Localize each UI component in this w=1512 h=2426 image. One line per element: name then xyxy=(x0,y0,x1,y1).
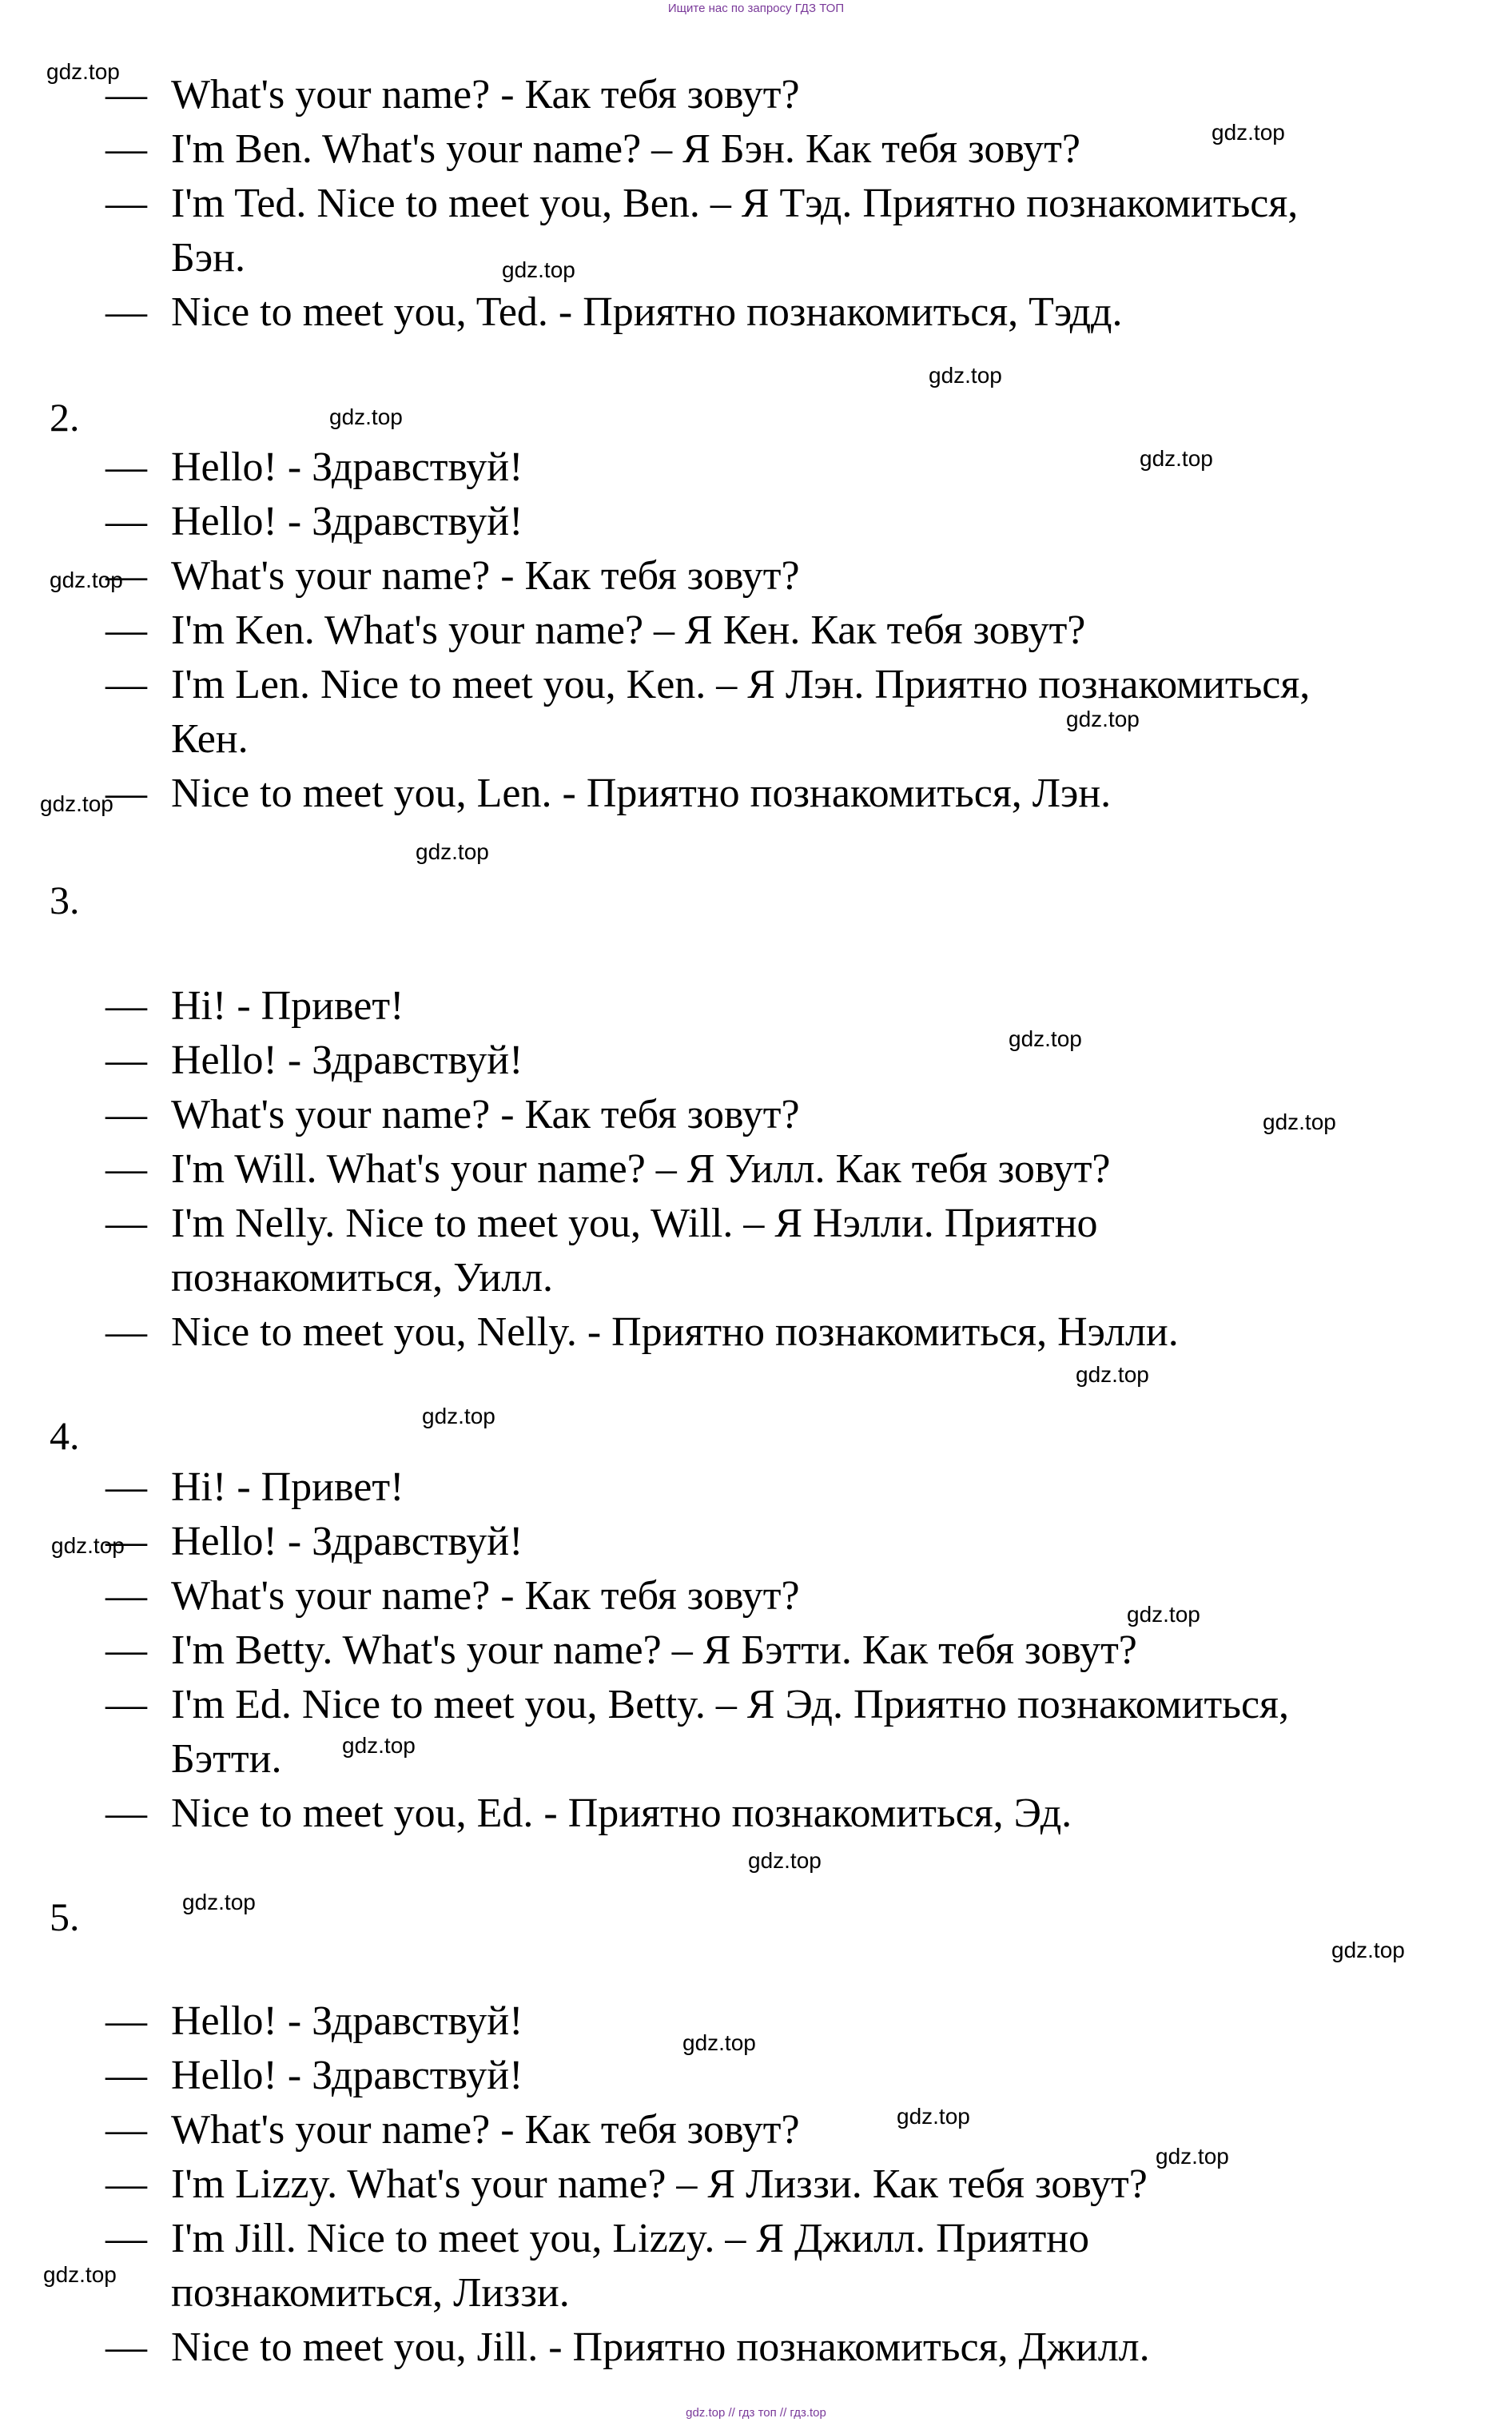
dash: — xyxy=(105,72,147,118)
watermark: gdz.top xyxy=(329,404,403,429)
dash: — xyxy=(105,2216,147,2261)
watermark: gdz.top xyxy=(51,1533,125,1558)
watermark: gdz.top xyxy=(1066,707,1140,731)
watermark: gdz.top xyxy=(40,791,113,816)
dash: — xyxy=(105,1627,147,1673)
watermark: gdz.top xyxy=(748,1848,822,1873)
watermark: gdz.top xyxy=(342,1733,416,1758)
dash: — xyxy=(105,983,147,1029)
watermark: gdz.top xyxy=(43,2262,117,2287)
dash: — xyxy=(105,499,147,544)
watermark: gdz.top xyxy=(422,1404,495,1428)
dash: — xyxy=(105,2161,147,2207)
dash: — xyxy=(105,1682,147,1727)
section-number: 3. xyxy=(50,878,80,922)
dash: — xyxy=(105,1519,147,1564)
watermark: gdz.top xyxy=(1076,1362,1149,1387)
watermark: gdz.top xyxy=(50,568,123,592)
watermark: gdz.top xyxy=(46,59,120,84)
dash: — xyxy=(105,2324,147,2370)
dash: — xyxy=(105,662,147,707)
watermark: gdz.top xyxy=(1009,1026,1082,1051)
watermark: gdz.top xyxy=(1263,1109,1336,1134)
dash: — xyxy=(105,444,147,490)
watermark: gdz.top xyxy=(1156,2144,1229,2169)
dash: — xyxy=(105,181,147,226)
watermark: gdz.top xyxy=(1140,446,1213,471)
watermark: gdz.top xyxy=(897,2104,970,2129)
dash: — xyxy=(105,2107,147,2153)
watermark: gdz.top xyxy=(502,257,575,282)
top-banner: Ищите нас по запросу ГДЗ ТОП xyxy=(667,2,845,15)
section-number: 4. xyxy=(50,1413,80,1458)
section-number: 2. xyxy=(50,395,80,440)
watermark: gdz.top xyxy=(1212,120,1285,145)
document-page: Ищите нас по запросу ГДЗ ТОП — What's your name? - Как тебя зовут? — I'm Ben. What's your name? – Я Бэн. Как тебя зовут? — I'm Ted. Nice to meet you, Ben. – Я Тэд. Приятно познакомиться, Бэн. — Nice to meet you, Ted. - Приятно познакомиться, Тэдд. 2. — Hello! - Здравствуй! — Hello! - Здравствуй! — What's your name? - Как тебя зовут? — I'm Ken. What's your name? – Я Кен. Как тебя зовут? — I'm Len. Nice to meet you, Ken. – Я Лэн. Приятно познакомиться, Кен. — Nice to meet you, Len. - Приятно познакомиться, Лэн. 3. — Hi! - Привет! — Hello! - Здравствуй! — What's your name? - Как тебя зовут? — I'm Will. What's your name? – Я Уилл. Как тебя зовут? — I'm Nelly. Nice to meet you, Will. – Я Нэлли. Приятно познакомиться, Уилл. — Nice to meet you, Nelly. - Приятно познакомиться, Нэлли. 4. — Hi! - Привет! — Hello! - Здравствуй! — What's your name? - Как тебя зовут? — I'm Betty. What's your name? – Я Бэтти. Как тебя зовут? — I'm Ed. Nice to meet you, Betty. – Я Эд. Приятно познакомиться, Бэтти. — Nice to meet you, Ed. - Приятно познакомиться, Эд. 5. — Hello! - Здравствуй! — Hello! - Здравствуй! — What's your name? - Как тебя зовут? — I'm Lizzy. What's your name? – Я Лиззи. Как тебя зовут? — I'm Jill. Nice to meet you, Lizzy. – Я Джилл. Приятно познакомиться, Лиззи. — Nice to meet you, Jill. - Приятно познакомиться, Джилл. gdz.top gdz.top gdz.top gdz.top gdz.top gdz.top gdz.top gdz.top gdz.top gdz.top gdz.top gdz.top gdz.top gdz.top gdz.top gdz.top gdz.top gdz.top gdz.top gdz.top gdz.top gdz.top gdz.top gdz.top gdz.top // гдз топ // гдз.top xyxy=(0,0,1512,2426)
dash: — xyxy=(105,771,147,816)
watermark: gdz.top xyxy=(416,839,489,864)
dash: — xyxy=(105,1146,147,1192)
dash: — xyxy=(105,1998,147,2044)
dash: — xyxy=(105,1791,147,1836)
dash: — xyxy=(105,1464,147,1510)
dash: — xyxy=(105,553,147,599)
dash: — xyxy=(105,1038,147,1083)
dash: — xyxy=(105,607,147,653)
section-number: 5. xyxy=(50,1894,80,1939)
watermark: gdz.top xyxy=(929,363,1002,388)
dash: — xyxy=(105,1573,147,1619)
watermark: gdz.top xyxy=(1127,1602,1200,1627)
watermark: gdz.top xyxy=(182,1890,256,1914)
dash: — xyxy=(105,289,147,335)
dash: — xyxy=(105,1201,147,1246)
watermark: gdz.top xyxy=(682,2030,756,2055)
dash: — xyxy=(105,126,147,172)
footer: gdz.top // гдз топ // гдз.top xyxy=(686,2406,826,2420)
dash: — xyxy=(105,1092,147,1137)
dash: — xyxy=(105,2053,147,2098)
watermark: gdz.top xyxy=(1331,1938,1405,1962)
dash: — xyxy=(105,1309,147,1355)
